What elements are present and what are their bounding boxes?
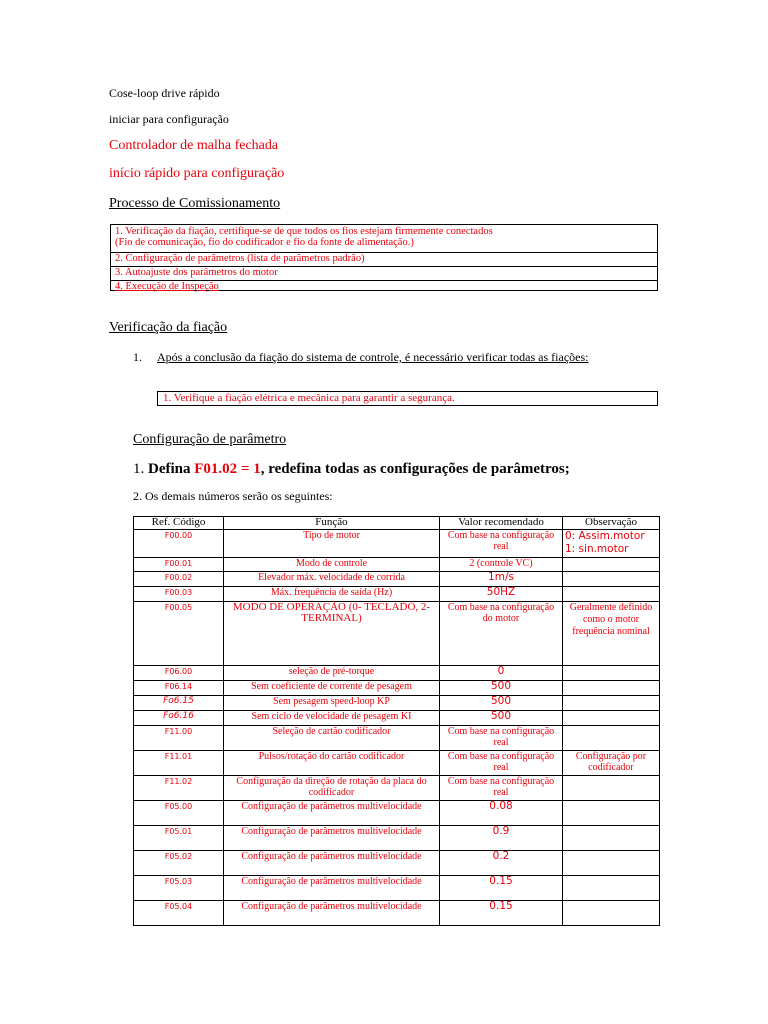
parameters-note: 2. Os demais números serão os seguintes: [133, 489, 333, 503]
cell-observation [563, 711, 660, 726]
cell-code: F11.01 [134, 751, 224, 776]
table-row [134, 711, 660, 726]
parameter-table [133, 516, 660, 926]
cell-function: Sem pesagem speed-loop KP [224, 696, 440, 711]
cell-function: Elevador máx. velocidade de corrida [224, 572, 440, 587]
cell-observation: Geralmente definido como o motor frequência nominal [563, 602, 660, 666]
table-row [134, 696, 660, 711]
cell-observation [563, 901, 660, 926]
cell-observation [563, 851, 660, 876]
cell-code: F05.04 [134, 901, 224, 926]
cell-value: 0.15 [440, 876, 563, 901]
cell-code: Fo6.15 [134, 696, 224, 711]
cell-value: 50HZ [440, 587, 563, 602]
parameters-instruction [133, 461, 570, 478]
wiring-item-number: 1. [133, 350, 142, 364]
cell-observation: Configuração por codificador [563, 751, 660, 776]
header-function: Função [224, 517, 440, 530]
cell-observation [563, 666, 660, 681]
doc-title-red-1: Controlador de malha fechada [109, 138, 279, 153]
cell-observation: 0: Assim.motor 1: sin.motor [563, 530, 660, 558]
table-row [134, 681, 660, 696]
cell-observation [563, 572, 660, 587]
cell-observation [563, 726, 660, 751]
table-row [134, 901, 660, 926]
header-observation: Observação [563, 517, 660, 530]
table-row [134, 572, 660, 587]
cell-observation [563, 587, 660, 602]
cell-value: Com base na configuração do motor [440, 602, 563, 666]
cell-value: 500 [440, 696, 563, 711]
wiring-item-text: Após a conclusão da fiação do sistema de controle, é necessário verificar todas as fiações: [157, 350, 589, 364]
cell-observation [563, 826, 660, 851]
cell-function: Configuração de parâmetros multivelocidade [224, 801, 440, 826]
cell-code: F00.02 [134, 572, 224, 587]
cell-function: Configuração de parâmetros multivelocidade [224, 851, 440, 876]
table-row [134, 602, 660, 666]
table-row [134, 530, 660, 558]
commissioning-step-2: 2. Configuração de parâmetros (lista de parâmetros padrão) [111, 253, 657, 267]
commissioning-steps-box [110, 224, 658, 291]
cell-value: 1m/s [440, 572, 563, 587]
cell-function: Máx. frequência de saída (Hz) [224, 587, 440, 602]
instruction-number: 1. [133, 461, 145, 477]
commissioning-step-4: 4. Execução de Inspeção [115, 281, 219, 292]
cell-value: 0.2 [440, 851, 563, 876]
commissioning-step-1-line-2: (Fio de comunicação, fio do codificador e fio da fonte de alimentação.) [115, 237, 414, 248]
cell-function: Pulsos/rotação do cartão codificador [224, 751, 440, 776]
cell-code: F00.01 [134, 558, 224, 572]
table-row [134, 851, 660, 876]
cell-function: Sem coeficiente de corrente de pesagem [224, 681, 440, 696]
header-code: Ref. Código [134, 517, 224, 530]
wiring-safety-box [157, 391, 658, 406]
cell-value: Com base na configuração real [440, 726, 563, 751]
cell-function: Configuração de parâmetros multivelocidade [224, 901, 440, 926]
cell-function: Configuração de parâmetros multivelocidade [224, 826, 440, 851]
cell-code: F00.03 [134, 587, 224, 602]
cell-function: MODO DE OPERAÇÃO (0- TECLADO, 2-TERMINAL) [224, 602, 440, 666]
cell-observation [563, 696, 660, 711]
cell-function: seleção de pré-torque [224, 666, 440, 681]
table-row [134, 876, 660, 901]
doc-subtitle-line-2: iniciar para configuração [109, 112, 229, 126]
cell-code: F06.00 [134, 666, 224, 681]
cell-value: 0 [440, 666, 563, 681]
cell-observation [563, 776, 660, 801]
cell-code: F05.03 [134, 876, 224, 901]
wiring-safety-text: 1. Verifique a fiação elétrica e mecânica para garantir a segurança. [163, 392, 455, 404]
cell-value: Com base na configuração real [440, 776, 563, 801]
doc-subtitle-line-1: Cose-loop drive rápido [109, 86, 220, 100]
table-row [134, 666, 660, 681]
cell-observation [563, 681, 660, 696]
table-row [134, 751, 660, 776]
instruction-pre: Defina [148, 461, 191, 477]
doc-title-red-2: início rápido para configuração [109, 166, 285, 181]
cell-value: 500 [440, 681, 563, 696]
cell-observation [563, 801, 660, 826]
table-row [134, 726, 660, 751]
cell-value: 2 (controle VC) [440, 558, 563, 572]
cell-value: 0.9 [440, 826, 563, 851]
cell-value: 0.15 [440, 901, 563, 926]
table-row [134, 558, 660, 572]
cell-function: Sem ciclo de velocidade de pesagem KI [224, 711, 440, 726]
cell-value: Com base na configuração real [440, 751, 563, 776]
cell-function: Modo de controle [224, 558, 440, 572]
table-header-row [134, 517, 660, 530]
table-row [134, 776, 660, 801]
cell-observation [563, 876, 660, 901]
cell-code: F11.00 [134, 726, 224, 751]
cell-value: Com base na configuração real [440, 530, 563, 558]
cell-code: F05.00 [134, 801, 224, 826]
table-row [134, 801, 660, 826]
instruction-post: , redefina todas as configurações de parâmetros; [260, 461, 570, 477]
cell-code: F05.01 [134, 826, 224, 851]
instruction-code: F01.02 = 1 [194, 461, 261, 477]
commissioning-step-3: 3. Autoajuste dos parâmetros do motor [111, 267, 657, 281]
commissioning-step-1-line-1: 1. Verificação da fiação, certifique-se de que todos os fios estejam firmemente conectados [115, 226, 493, 237]
parameters-heading: Configuração de parâmetro [133, 432, 287, 447]
wiring-heading: Verificação da fiação [109, 320, 228, 335]
cell-code: Fo6.16 [134, 711, 224, 726]
cell-code: F00.05 [134, 602, 224, 666]
cell-code: F06.14 [134, 681, 224, 696]
cell-code: F00.00 [134, 530, 224, 558]
table-row [134, 587, 660, 602]
cell-observation [563, 558, 660, 572]
cell-function: Configuração da direção de rotação da placa do codificador [224, 776, 440, 801]
commissioning-step-1 [111, 225, 657, 253]
cell-function: Configuração de parâmetros multivelocidade [224, 876, 440, 901]
commissioning-heading: Processo de Comissionamento [109, 196, 281, 211]
cell-code: F05.02 [134, 851, 224, 876]
cell-value: 0.08 [440, 801, 563, 826]
cell-value: 500 [440, 711, 563, 726]
cell-function: Seleção de cartão codificador [224, 726, 440, 751]
table-row [134, 826, 660, 851]
cell-function: Tipo de motor [224, 530, 440, 558]
cell-code: F11.02 [134, 776, 224, 801]
header-value: Valor recomendado [440, 517, 563, 530]
